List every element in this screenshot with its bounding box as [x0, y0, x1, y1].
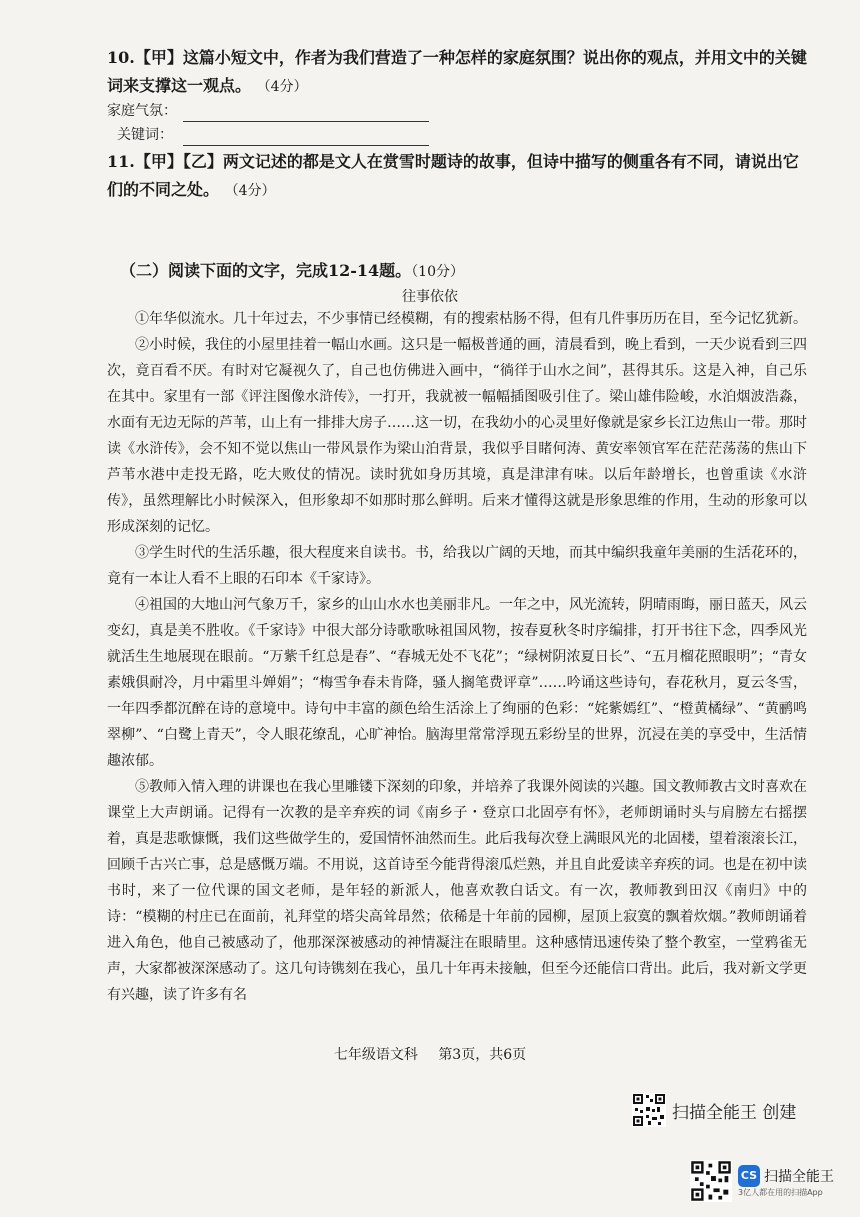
- question-11-text: 11.【甲】【乙】两文记述的都是文人在赏雪时题诗的故事，但诗中描写的侧重各有不同，请说出它们的不同之处。: [107, 152, 799, 199]
- question-11: [107, 148, 807, 205]
- question-10: [107, 44, 807, 101]
- answer-line: [183, 131, 429, 146]
- scanner-watermark-text: 扫描全能王 创建: [672, 1102, 797, 1123]
- paragraph-4: ④祖国的大地山河气象万千，家乡的山山水水也美丽非凡。一年之中，风光流转，阴晴雨晦，丽日蓝天，风云变幻，真是美不胜收。《千家诗》中很大部分诗歌歌咏祖国风物，按春夏秋冬时序编排，打开书往下念，四季风光就活生生地展现在眼前。“万紫千红总是春”、“春城无处不飞花”；“绿树阴浓夏日长”、“五月榴花照眼明”；“青女素娥俱耐冷，月中霜里斗婵娟”；“梅雪争春未肯降，骚人搁笔费评章”……吟诵这些诗句，春花秋月，夏云冬雪，一年四季都沉醉在诗的意境中。诗句中丰富的颜色给生活涂上了绚丽的色彩：“姹紫嫣红”、“橙黄橘绿”、“黄鹂鸣翠柳”、“白鹭上青天”，令人眼花缭乱，心旷神怡。脑海里常常浮现五彩纷呈的世界，沉浸在美的享受中，生活情趣浓郁。: [107, 597, 807, 769]
- article-title: 往事依依: [402, 289, 458, 305]
- scanner-watermark: [632, 1093, 796, 1127]
- question-10-score: （4分）: [256, 79, 308, 95]
- article-body: [107, 306, 807, 1008]
- question-11-score: （4分）: [224, 183, 276, 199]
- section-score: （10分）: [411, 264, 465, 280]
- paragraph-2: ②小时候，我住的小屋里挂着一幅山水画。这只是一幅极普通的画，清晨看到，晚上看到，一天少说看到三四次，竟百看不厌。有时对它凝视久了，自己也仿佛进入画中，“徜徉于山水之间”，甚得其乐。这是入神，自己乐在其中。家里有一部《评注图像水浒传》，一打开，我就被一幅幅插图吸引住了。梁山雄伟险峻，水泊烟波浩淼，水面有无边无际的芦苇，山上有一排排大房子……这一切，在我幼小的心灵里好像就是家乡长江边焦山一带。那时读《水浒传》，会不知不觉以焦山一带风景作为梁山泊背景，我似乎目睹何涛、黄安率领官军在茫茫荡荡的焦山下芦苇水港中走投无路，吃大败仗的情况。读时犹如身历其境，真是津津有味。以后年龄增长，也曾重读《水浒传》，虽然理解比小时候深入，但形象却不如那时那么鲜明。后来才懂得这就是形象思维的作用，生动的形象可以形成深刻的记忆。: [107, 337, 807, 535]
- scanner-app-info: [738, 1165, 834, 1198]
- footer-subject: 七年级语文科: [333, 1047, 418, 1063]
- answer-line: [183, 107, 429, 122]
- answer-keywords: [117, 124, 429, 146]
- answer-family-atmosphere: [107, 100, 429, 122]
- paragraph-3: ③学生时代的生活乐趣，很大程度来自读书。书，给我以广阔的天地，而其中编织我童年美丽的生活花环的，竟有一本让人看不上眼的石印本《千家诗》。: [107, 545, 807, 587]
- answer-family-atmosphere-label: 家庭气氛：: [107, 103, 177, 119]
- footer-page-number: 第3页，共6页: [438, 1047, 527, 1063]
- scanner-app-name: 扫描全能王: [764, 1168, 834, 1185]
- paragraph-5: ⑤教师入情入理的讲课也在我心里雕镂下深刻的印象，并培养了我课外阅读的兴趣。国文教师教古文时喜欢在课堂上大声朗诵。记得有一次教的是辛弃疾的词《南乡子・登京口北固亭有怀》，老师朗诵时头与肩膀左右摇摆着，真是悲歌慷慨，我们这些做学生的，爱国情怀油然而生。此后我每次登上满眼风光的北固楼，望着滚滚长江，回顾千古兴亡事，总是感慨万端。不用说，这首诗至今能背得滚瓜烂熟，并且自此爱读辛弃疾的词。也是在初中读书时，来了一位代课的国文老师，是年轻的新派人，他喜欢教白话文。有一次，教师教到田汉《南归》中的诗：“模糊的村庄已在面前，礼拜堂的塔尖高耸昂然；依稀是十年前的园柳，屋顶上寂寞的飘着炊烟。”教师朗诵着进入角色，他自己被感动了，他那深深被感动的神情凝注在眼睛里。这种感情迅速传染了整个教室，一堂鸦雀无声，大家都被深深感动了。这几句诗镌刻在我心，虽几十年再未接触，但至今还能信口背出。此后，我对新文学更有兴趣，读了许多有名: [107, 779, 807, 1003]
- camscanner-logo-icon: CS: [738, 1165, 760, 1187]
- scanner-app-tagline: 3亿人都在用的扫描App: [738, 1187, 823, 1197]
- answer-keywords-label: 关键词：: [117, 127, 173, 143]
- paragraph-1: ①年华似流水。几十年过去，不少事情已经模糊，有的搜索枯肠不得，但有几件事历历在目，至今记忆犹新。: [135, 311, 807, 327]
- qr-code-icon: [690, 1160, 732, 1202]
- section-heading: [120, 258, 464, 281]
- section-heading-text: （二）阅读下面的文字，完成12-14题。: [120, 261, 412, 280]
- question-10-text: 10.【甲】这篇小短文中，作者为我们营造了一种怎样的家庭氛围？说出你的观点，并用文中的关键词来支撑这一观点。: [107, 48, 807, 95]
- page-footer: [0, 1044, 860, 1064]
- qr-code-icon: [632, 1093, 666, 1127]
- scanner-app-badge: [690, 1160, 834, 1202]
